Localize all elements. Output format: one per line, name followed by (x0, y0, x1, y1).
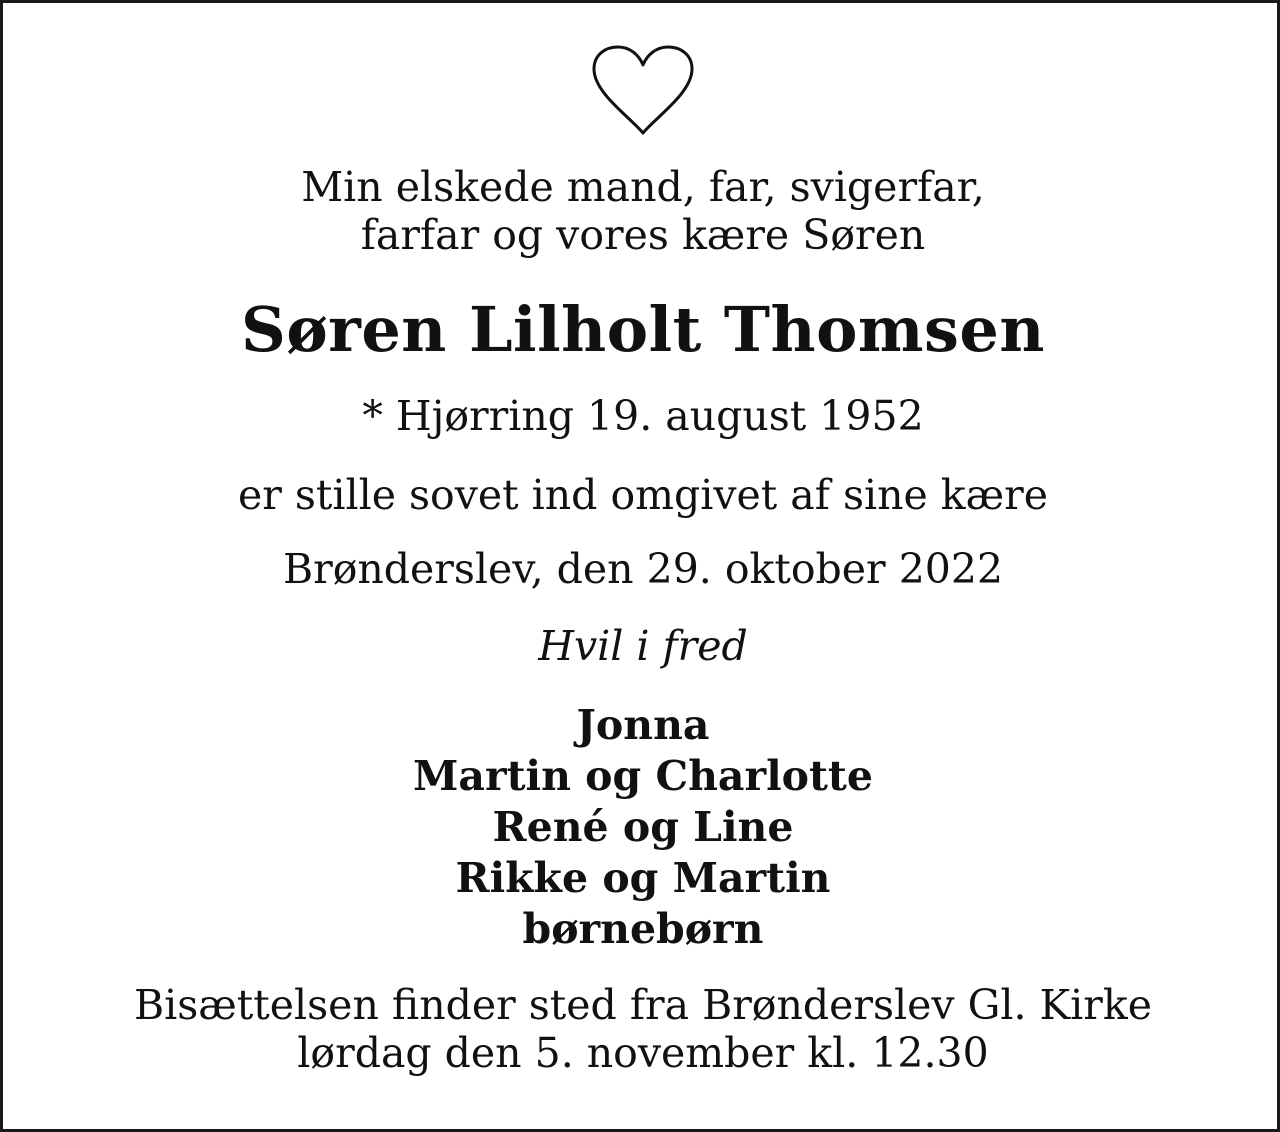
family-member: Jonna (576, 701, 710, 749)
family-member: René og Line (492, 803, 794, 851)
family-member: børnebørn (522, 905, 764, 953)
farewell-line: Hvil i fred (538, 622, 748, 670)
funeral-line-1: Bisættelsen finder sted fra Brønderslev Gl. Kirke (133, 981, 1152, 1029)
intro-text (3, 163, 1280, 259)
place-date-line: Brønderslev, den 29. oktober 2022 (282, 545, 1004, 593)
passing-line: er stille sovet ind omgivet af sine kære (237, 471, 1049, 519)
heart-icon (590, 43, 696, 137)
deceased-name: Søren Lilholt Thomsen (241, 293, 1045, 366)
family-list (3, 700, 1280, 955)
funeral-info (3, 981, 1280, 1077)
funeral-line-2: lørdag den 5. november kl. 12.30 (297, 1029, 989, 1077)
birth-line: * Hjørring 19. august 1952 (362, 392, 924, 440)
intro-line-1: Min elskede mand, far, svigerfar, (301, 163, 985, 211)
family-member: Rikke og Martin (455, 854, 831, 902)
intro-line-2: farfar og vores kære Søren (360, 211, 926, 259)
family-member: Martin og Charlotte (413, 752, 873, 800)
